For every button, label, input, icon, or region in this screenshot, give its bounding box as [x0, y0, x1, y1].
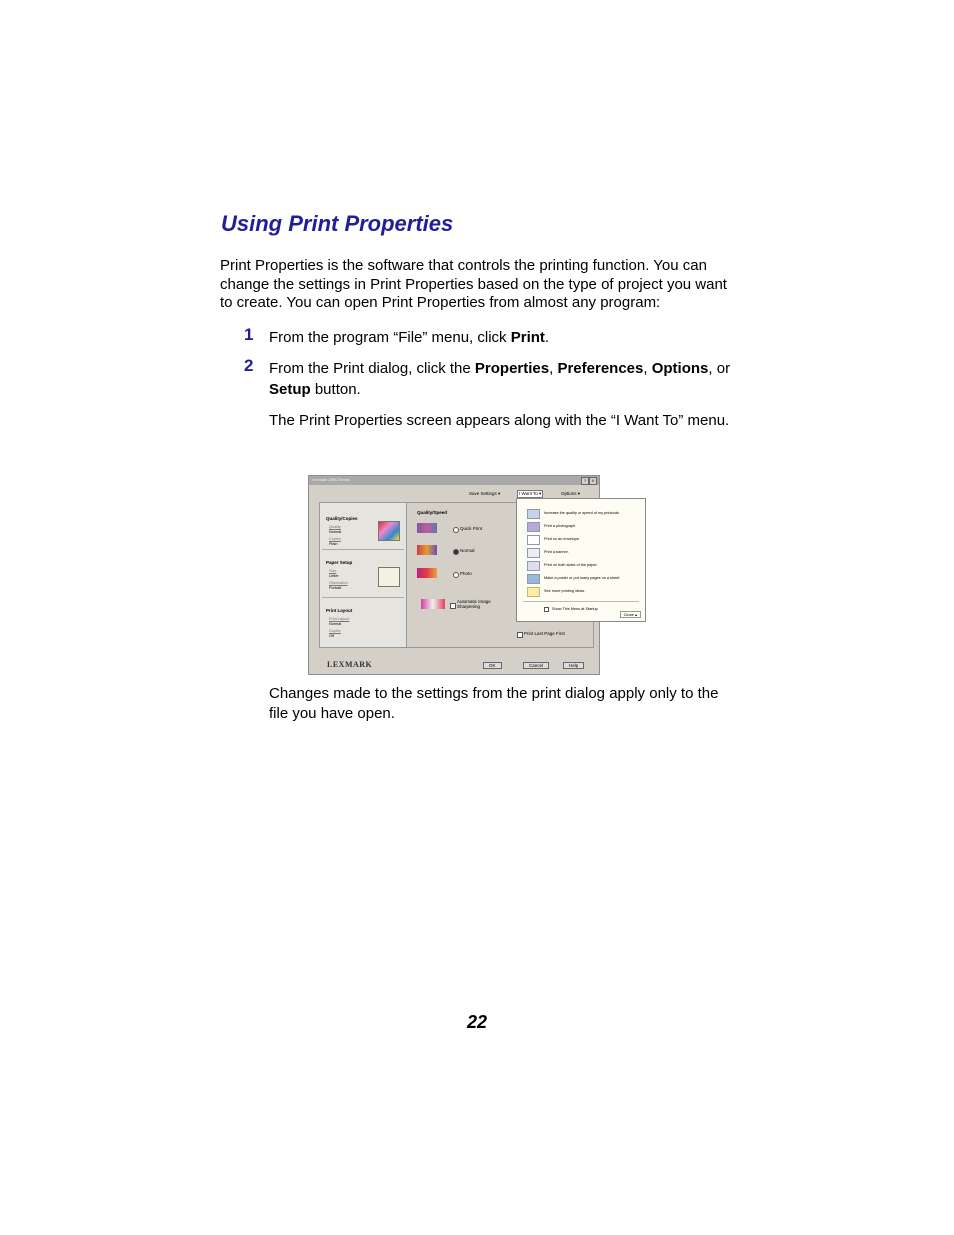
- closing-paragraph: Changes made to the settings from the print dialog apply only to the file you have open.: [269, 685, 719, 722]
- tab-link[interactable]: Size: [329, 569, 337, 573]
- step-number: 1: [244, 325, 254, 344]
- tab-value: Portrait: [329, 586, 342, 590]
- tab-value: Plain: [329, 542, 338, 546]
- menu-divider: [523, 601, 639, 602]
- options-command: Options: [651, 360, 709, 377]
- normal-radio[interactable]: [453, 549, 459, 555]
- properties-command: Properties: [474, 360, 550, 377]
- quality-thumbnail: [378, 521, 400, 541]
- last-page-label: Print Last Page First: [524, 631, 565, 636]
- envelope-icon: [527, 535, 540, 545]
- menu-item[interactable]: Print a photograph.: [544, 524, 577, 528]
- tab-value: Letter: [329, 574, 339, 578]
- duplex-icon: [527, 561, 540, 571]
- ok-button[interactable]: OK: [483, 662, 502, 669]
- paper-thumbnail: [378, 567, 400, 587]
- step-text: From the Print dialog, click the Properties, Preferences, Options, or Setup button.: [269, 360, 731, 398]
- tab-value: Normal: [329, 530, 342, 534]
- sharpening-label: Automatic Image Sharpening: [457, 599, 491, 609]
- preferences-command: Preferences: [557, 360, 644, 377]
- menu-item[interactable]: Print on an envelope.: [544, 537, 580, 541]
- setup-command: Setup: [269, 381, 311, 398]
- tab-link[interactable]: Print Layout: [329, 617, 350, 621]
- tab-quality-copies[interactable]: [322, 505, 404, 550]
- menu-item[interactable]: Print a banner.: [544, 550, 569, 554]
- show-menu-checkbox[interactable]: [544, 607, 549, 612]
- poster-icon: [527, 574, 540, 584]
- close-icon[interactable]: X: [589, 477, 597, 485]
- tab-heading: Quality/Copies: [326, 516, 358, 521]
- intro-paragraph: Print Properties is the software that controls the printing function. You can change the settings in Print Properties based on the type of project you want to create. You can open Print Properties from almost any program:: [220, 257, 727, 311]
- photo-label: Photo: [460, 571, 472, 576]
- tab-heading: Print Layout: [326, 608, 353, 613]
- menu-item[interactable]: Increase the quality or speed of my printouts.: [544, 511, 620, 515]
- i-want-to-popup: [516, 498, 646, 622]
- menu-close-button[interactable]: Close ▴: [620, 611, 641, 618]
- menu-item[interactable]: Make a poster or put many pages on a sheet.: [544, 576, 621, 580]
- lightbulb-icon: [527, 587, 540, 597]
- step-text: From the program “File” menu, click Print.: [269, 329, 550, 346]
- photo-icon: [417, 568, 437, 578]
- print-command: Print: [510, 329, 545, 346]
- quick-print-icon: [417, 523, 437, 533]
- page-title: Using Print Properties: [221, 211, 454, 236]
- tab-link[interactable]: Orientation: [329, 581, 348, 585]
- options-menu[interactable]: Options ▾: [561, 491, 581, 496]
- banner-icon: [527, 548, 540, 558]
- settings-tabs: [319, 502, 407, 648]
- tab-print-layout[interactable]: [322, 599, 404, 645]
- normal-label: Normal: [460, 548, 475, 553]
- quick-print-radio[interactable]: [453, 527, 459, 533]
- page-number: 22: [466, 1012, 488, 1032]
- menu-item[interactable]: Print on both sides of the paper.: [544, 563, 598, 567]
- save-settings-menu[interactable]: Save Settings ▾: [469, 491, 501, 496]
- step-number: 2: [244, 356, 254, 375]
- i-want-to-menu[interactable]: I Want To ▾: [519, 491, 542, 496]
- tab-link[interactable]: Duplex: [329, 629, 341, 633]
- normal-icon: [417, 545, 437, 555]
- quick-print-label: Quick Print: [460, 526, 483, 531]
- cancel-button[interactable]: Cancel: [523, 662, 549, 669]
- tab-value: Off: [329, 634, 334, 638]
- sharpening-checkbox[interactable]: [450, 603, 456, 609]
- window-title: Lexmark Z600 Series: [312, 477, 351, 482]
- help-button[interactable]: Help: [563, 662, 584, 669]
- tab-link[interactable]: Copies: [329, 537, 341, 541]
- tab-link[interactable]: Quality: [329, 525, 341, 529]
- window-titlebar: [309, 476, 599, 485]
- screen-description: The Print Properties screen appears along with the “I Want To” menu.: [269, 412, 730, 429]
- help-icon[interactable]: ?: [581, 477, 589, 485]
- photo-radio[interactable]: [453, 572, 459, 578]
- tab-value: Normal: [329, 622, 342, 626]
- section-title: Quality/Speed: [417, 510, 448, 515]
- show-menu-label: Show This Menu at Startup: [552, 607, 598, 611]
- sharpening-icon: [421, 599, 445, 609]
- tab-heading: Paper Setup: [326, 560, 353, 565]
- tab-paper-setup[interactable]: [322, 551, 404, 598]
- quality-icon: [527, 509, 540, 519]
- menu-item[interactable]: See more printing ideas.: [544, 589, 586, 593]
- last-page-checkbox[interactable]: [517, 632, 523, 638]
- lexmark-logo: LEXMARK: [327, 660, 373, 669]
- photo-icon: [527, 522, 540, 532]
